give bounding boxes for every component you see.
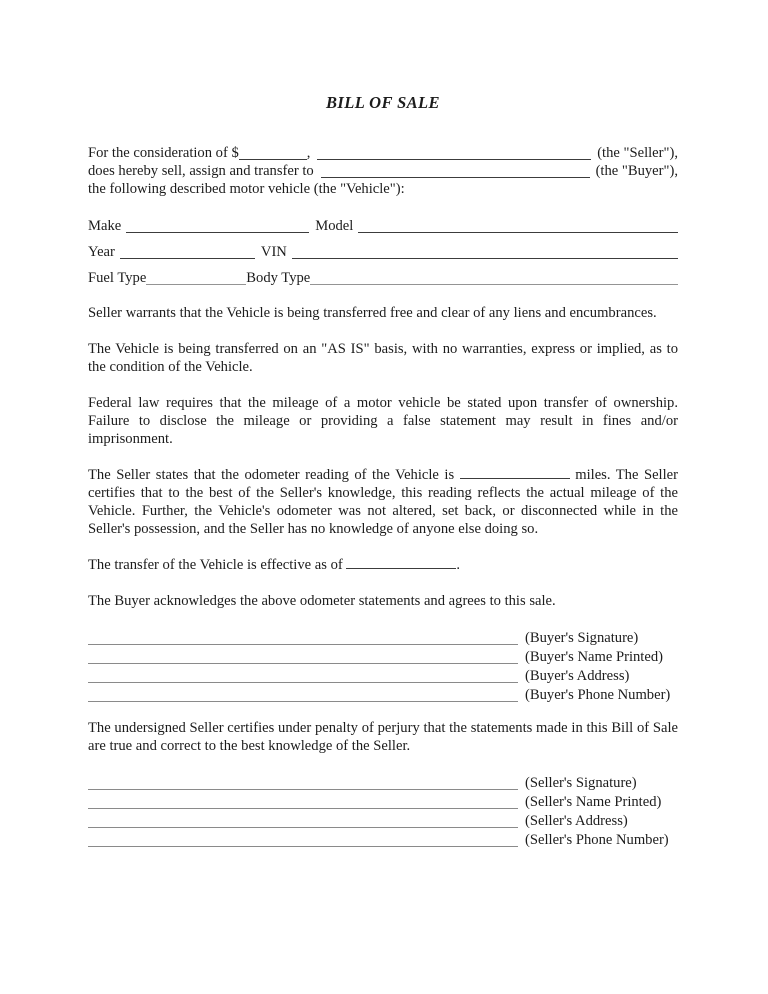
- seller-certification-paragraph: The undersigned Seller certifies under penalty of perjury that the statements made in this Bill of Sale are true and correct to the best knowledge of the Seller.: [88, 720, 678, 754]
- model-label: Model: [315, 218, 354, 234]
- seller-name-line: [88, 794, 518, 809]
- vehicle-description-section: [88, 217, 678, 287]
- buyer-address-label: (Buyer's Address): [525, 668, 630, 684]
- buyer-signature-label: (Buyer's Signature): [525, 630, 639, 646]
- year-field-line: [120, 245, 255, 259]
- consideration-text: For the consideration of $: [88, 145, 239, 161]
- effective-date-blank: [346, 557, 456, 569]
- make-model-row: [88, 217, 678, 235]
- buyer-address-line: [88, 668, 518, 683]
- seller-signature-label: (Seller's Signature): [525, 775, 637, 791]
- vin-label: VIN: [260, 244, 287, 260]
- vin-field-line: [292, 245, 678, 259]
- as-is-paragraph: The Vehicle is being transferred on an "AS IS" basis, with no warranties, express or implied, as to the condition of the Vehicle.: [88, 341, 678, 375]
- buyer-address-row: [88, 666, 678, 685]
- intro-line-1: [88, 144, 678, 162]
- odometer-text-prefix: The Seller states that the odometer reading of the Vehicle is: [88, 467, 455, 483]
- comma-text: ,: [306, 145, 311, 161]
- body-type-label: Body Type: [246, 270, 311, 286]
- model-field-line: [358, 219, 678, 233]
- seller-signature-block: [88, 773, 678, 849]
- seller-signature-line: [88, 775, 518, 790]
- buyer-designation-text: (the "Buyer"),: [595, 163, 678, 179]
- odometer-text-suffix: miles. The Seller certifies that to the best of the Seller's knowledge, this reading reflects the actual mileage of the Vehicle. Further, the Vehicle's odometer was not altered, set back, or disconnected while in the Seller's possession, and the Seller has no knowledge of anyone else doing so.: [88, 467, 679, 537]
- document-title: BILL OF SALE: [326, 93, 440, 112]
- make-label: Make: [88, 218, 122, 234]
- seller-phone-label: (Seller's Phone Number): [525, 832, 669, 848]
- make-field-line: [126, 219, 309, 233]
- seller-phone-line: [88, 832, 518, 847]
- seller-signature-row: [88, 773, 678, 792]
- consideration-section: [88, 144, 678, 198]
- intro-line-3: the following described motor vehicle (the "Vehicle"):: [88, 181, 405, 197]
- buyer-phone-label: (Buyer's Phone Number): [525, 687, 671, 703]
- year-vin-row: [88, 243, 678, 261]
- buyer-signature-line: [88, 630, 518, 645]
- seller-address-label: (Seller's Address): [525, 813, 628, 829]
- fuel-type-field-line: [146, 271, 246, 285]
- seller-address-line: [88, 813, 518, 828]
- transfer-to-text: does hereby sell, assign and transfer to: [88, 163, 314, 179]
- odometer-reading-blank: [460, 467, 570, 479]
- buyer-acknowledgment-paragraph: The Buyer acknowledges the above odometer statements and agrees to this sale.: [88, 593, 556, 609]
- buyer-name-line: [88, 649, 518, 664]
- fuel-type-label: Fuel Type: [88, 270, 147, 286]
- federal-law-paragraph: Federal law requires that the mileage of a motor vehicle be stated upon transfer of ownership. Failure to disclose the mileage or providing a false statement may result in fines and/or imprisonment.: [88, 395, 678, 447]
- seller-name-label: (Seller's Name Printed): [525, 794, 662, 810]
- buyer-signature-row: [88, 628, 678, 647]
- transfer-text: The transfer of the Vehicle is effective as of: [88, 557, 343, 573]
- buyer-name-blank: [321, 164, 590, 178]
- seller-phone-row: [88, 830, 678, 849]
- buyer-name-row: [88, 647, 678, 666]
- buyer-name-label: (Buyer's Name Printed): [525, 649, 663, 665]
- buyer-signature-block: [88, 628, 678, 704]
- intro-line-2: [88, 162, 678, 180]
- transfer-date-paragraph: [88, 556, 678, 574]
- body-type-field-line: [310, 271, 678, 285]
- buyer-phone-row: [88, 685, 678, 704]
- year-label: Year: [88, 244, 115, 260]
- liens-paragraph: Seller warrants that the Vehicle is being transferred free and clear of any liens and encumbrances.: [88, 305, 657, 321]
- seller-address-row: [88, 811, 678, 830]
- fuel-body-row: [88, 269, 678, 287]
- odometer-paragraph: [88, 466, 678, 538]
- seller-name-row: [88, 792, 678, 811]
- consideration-amount-blank: [239, 146, 307, 160]
- transfer-period: .: [456, 557, 461, 573]
- buyer-phone-line: [88, 687, 518, 702]
- seller-designation-text: (the "Seller"),: [597, 145, 678, 161]
- seller-name-blank: [317, 146, 591, 160]
